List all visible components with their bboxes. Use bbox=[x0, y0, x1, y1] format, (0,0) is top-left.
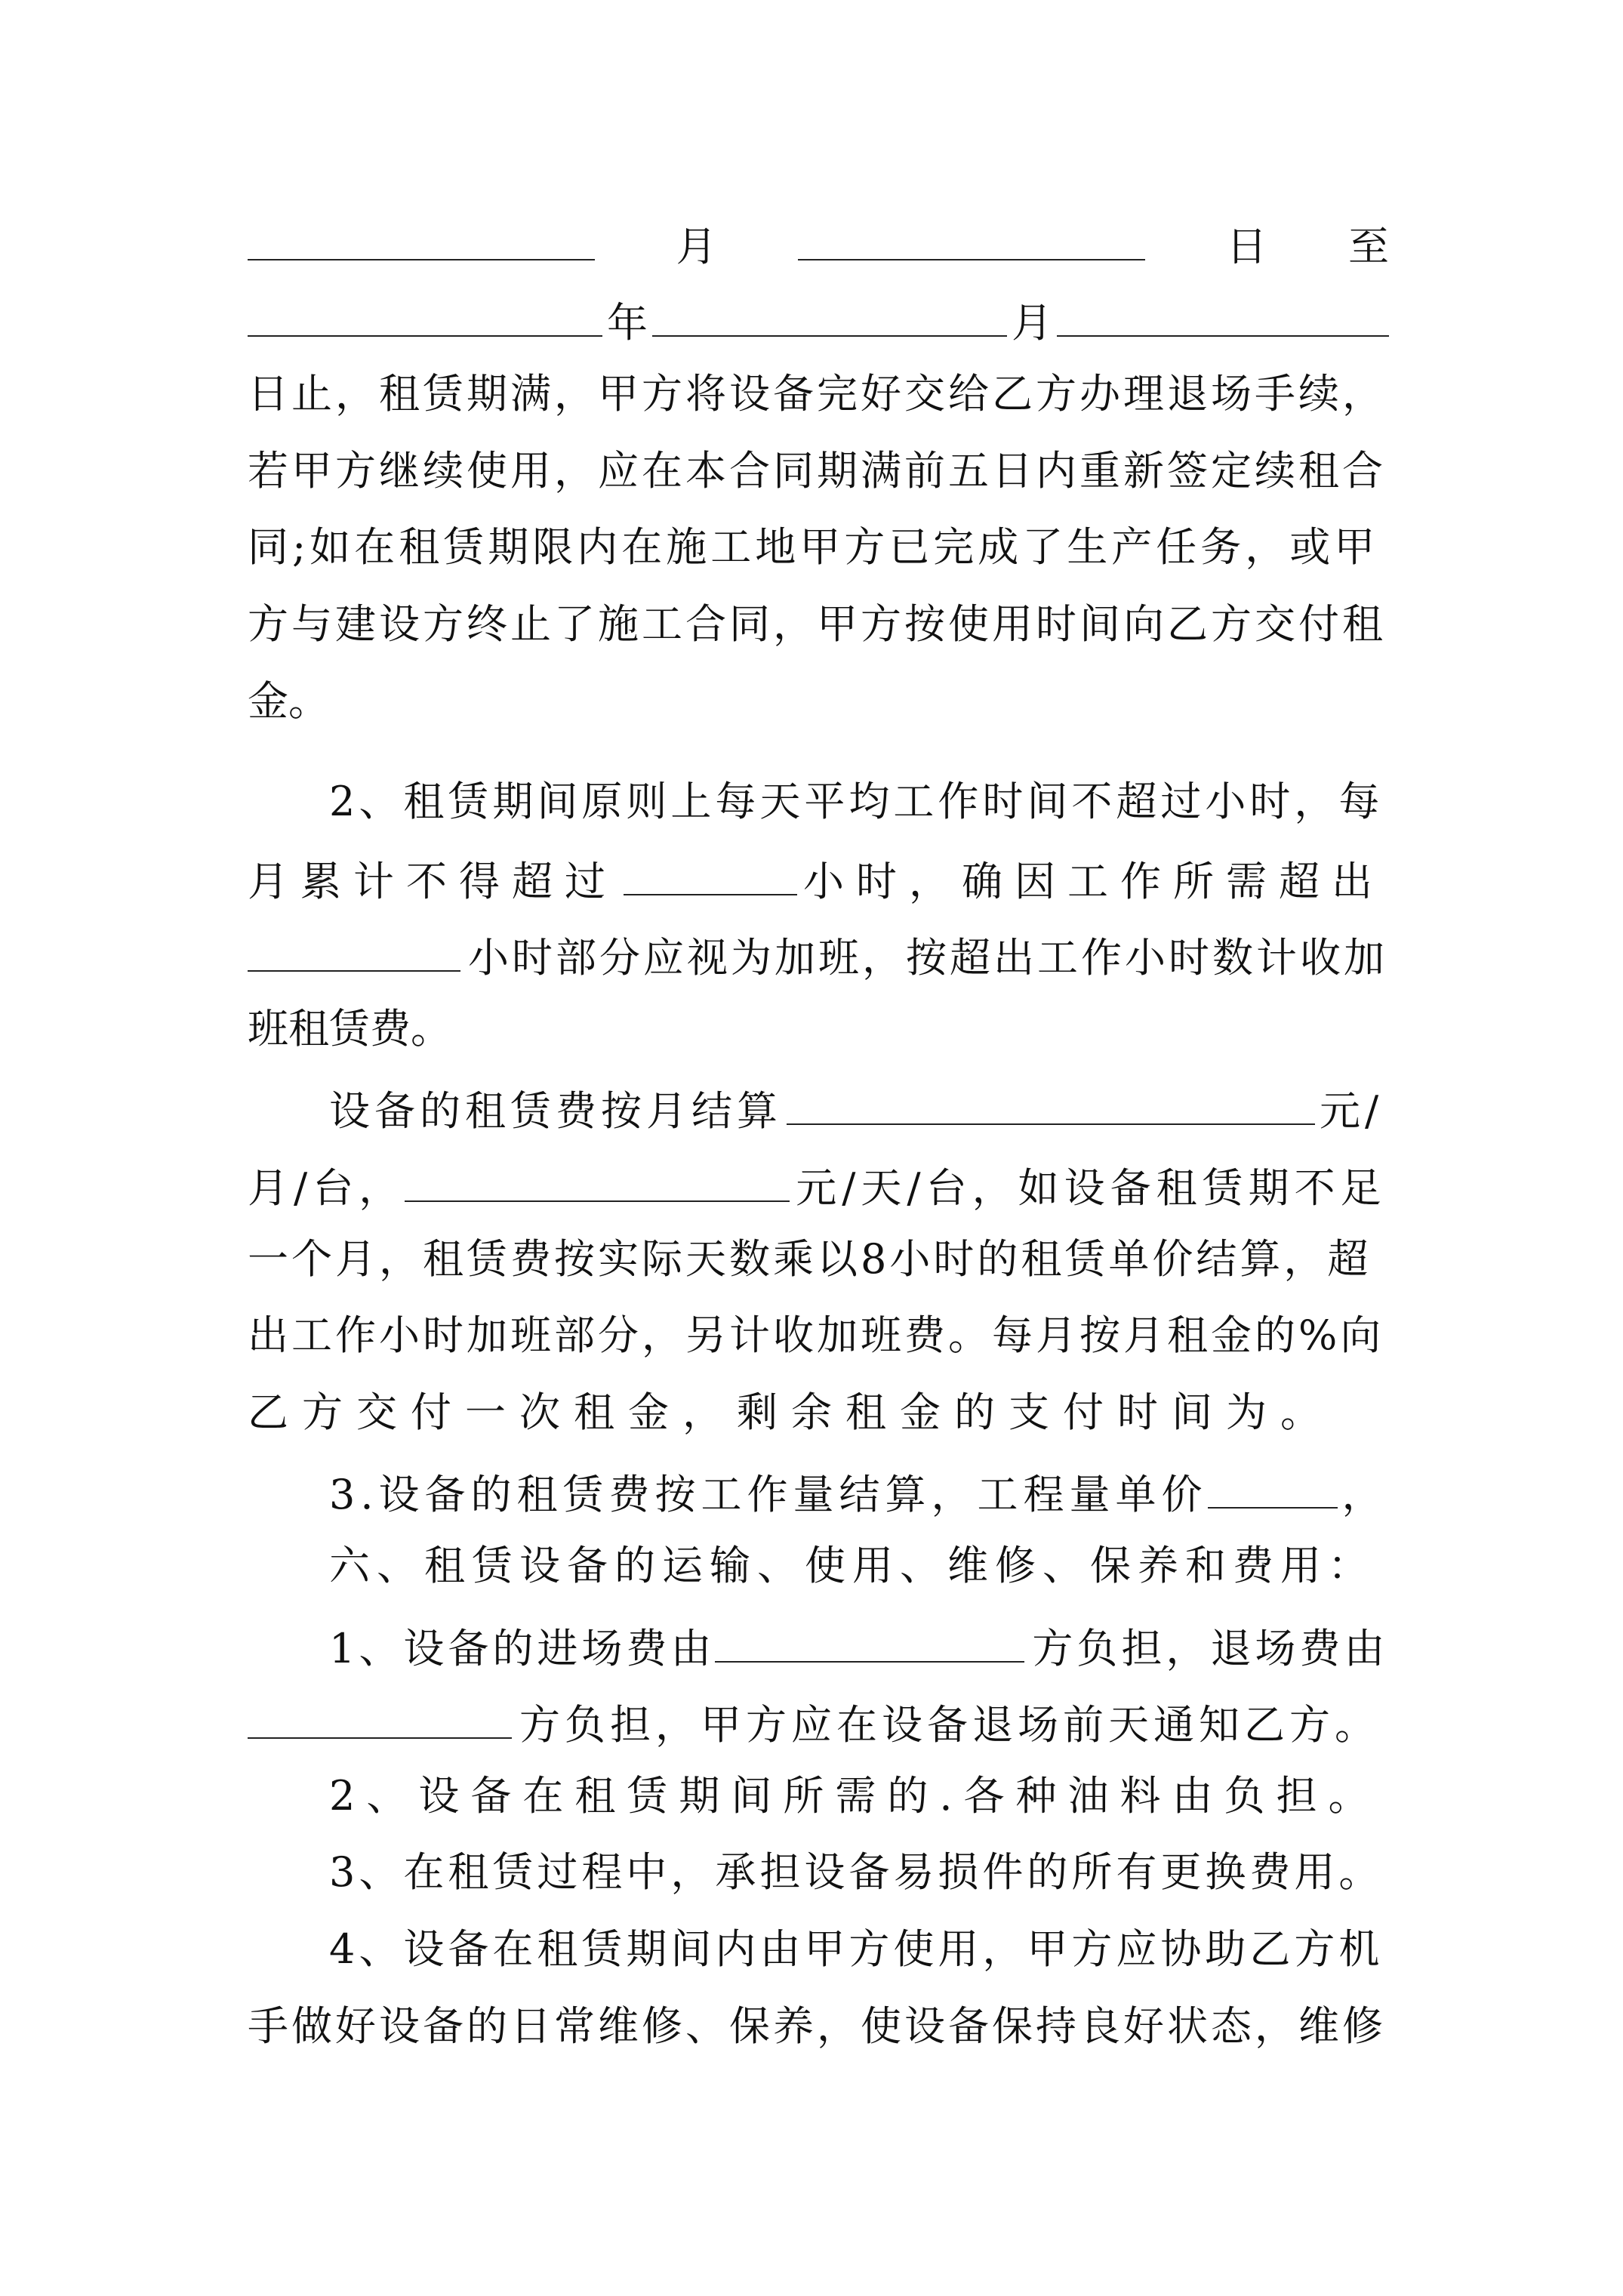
fill-blank bbox=[624, 855, 797, 895]
text-segment: 若甲方继续使用，应在本合同期满前五日内重新签定续租合 bbox=[248, 447, 1386, 495]
text-line bbox=[248, 1699, 1389, 1749]
text-segment: 方负担，甲方应在设备退场前天通知乙方。 bbox=[519, 1701, 1380, 1749]
text-segment: 月 bbox=[1012, 299, 1052, 347]
text-line bbox=[248, 677, 1389, 725]
text-segment: 方与建设方终止了施工合同，甲方按使用时间向乙方交付租 bbox=[248, 600, 1386, 648]
text-segment: 六、租赁设备的运输、使用、维修、保养和费用： bbox=[329, 1542, 1375, 1589]
text-line bbox=[248, 1772, 1389, 1820]
text-segment: 日止，租赁期满，甲方将设备完好交给乙方办理退场手续， bbox=[248, 370, 1386, 418]
fill-blank bbox=[652, 297, 1007, 337]
text-line bbox=[248, 1388, 1389, 1436]
text-line bbox=[248, 1469, 1389, 1519]
text-segment: 月 bbox=[676, 223, 717, 271]
text-line bbox=[248, 778, 1389, 825]
text-segment: 手做好设备的日常维修、保养，使设备保持良好状态，维修 bbox=[248, 2002, 1386, 2050]
text-segment: 元/ bbox=[1320, 1087, 1384, 1136]
text-segment: 元/天/台，如设备租赁期不足 bbox=[796, 1164, 1387, 1213]
text-segment: 至 bbox=[1348, 223, 1389, 271]
text-segment: 小时部分应视为加班，按超出工作小时数计收加 bbox=[468, 934, 1387, 982]
text-segment: 出工作小时加班部分，另计收加班费。每月按月租金的%向 bbox=[248, 1311, 1384, 1359]
fill-blank bbox=[248, 220, 595, 260]
fill-blank bbox=[248, 297, 602, 337]
text-segment: 方负担，退场费由 bbox=[1032, 1625, 1389, 1673]
text-line bbox=[248, 2002, 1389, 2050]
text-segment: 月累计不得超过 bbox=[248, 858, 617, 906]
text-segment: 年 bbox=[607, 299, 648, 347]
text-segment: 3、在租赁过程中，承担设备易损件的所有更换费用。 bbox=[329, 1848, 1384, 1896]
text-line bbox=[248, 1235, 1389, 1283]
text-line bbox=[248, 1085, 1389, 1136]
fill-blank bbox=[1208, 1469, 1338, 1509]
text-segment: 金。 bbox=[248, 677, 329, 725]
text-line bbox=[248, 855, 1389, 906]
text-line bbox=[248, 370, 1389, 418]
text-segment: 设备的租赁费按月结算 bbox=[329, 1087, 782, 1136]
text-line bbox=[248, 1848, 1389, 1896]
text-line bbox=[248, 600, 1389, 648]
text-line bbox=[248, 447, 1389, 495]
text-line bbox=[248, 1925, 1389, 1973]
text-line bbox=[248, 220, 1389, 271]
text-segment: 班租赁费。 bbox=[248, 1005, 451, 1052]
fill-blank bbox=[1057, 297, 1389, 337]
text-segment: 一个月，租赁费按实际天数乘以8小时的租赁单价结算，超 bbox=[248, 1235, 1372, 1283]
text-segment: 4、设备在租赁期间内由甲方使用，甲方应协助乙方机 bbox=[329, 1925, 1384, 1973]
text-segment: 小时，确因工作所需超出 bbox=[803, 858, 1384, 906]
fill-blank bbox=[405, 1162, 790, 1202]
text-line bbox=[248, 1162, 1389, 1213]
text-line bbox=[248, 523, 1389, 571]
text-line bbox=[248, 1542, 1389, 1589]
text-segment: ， bbox=[1341, 1471, 1388, 1519]
fill-blank bbox=[715, 1623, 1024, 1663]
text-line bbox=[248, 1005, 1389, 1052]
text-segment: 2、租赁期间原则上每天平均工作时间不超过小时，每 bbox=[329, 778, 1384, 825]
fill-blank bbox=[248, 1699, 512, 1739]
text-line bbox=[248, 297, 1389, 347]
text-line bbox=[248, 1311, 1389, 1359]
text-line bbox=[248, 1623, 1389, 1673]
text-segment: 乙方交付一次租金，剩余租金的支付时间为。 bbox=[248, 1388, 1335, 1436]
text-line bbox=[248, 932, 1389, 982]
fill-blank bbox=[798, 220, 1145, 260]
text-segment: 同;如在租赁期限内在施工地甲方已完成了生产任务，或甲 bbox=[248, 523, 1379, 571]
fill-blank bbox=[248, 932, 460, 972]
text-segment: 日 bbox=[1226, 223, 1267, 271]
text-segment: 月/台， bbox=[248, 1164, 405, 1213]
fill-blank bbox=[787, 1085, 1315, 1125]
text-segment: 3.设备的租赁费按工作量结算，工程量单价 bbox=[329, 1471, 1208, 1519]
text-segment: 2、设备在租赁期间所需的.各种油料由负担。 bbox=[329, 1772, 1381, 1820]
text-segment: 1、设备的进场费由 bbox=[329, 1625, 716, 1673]
